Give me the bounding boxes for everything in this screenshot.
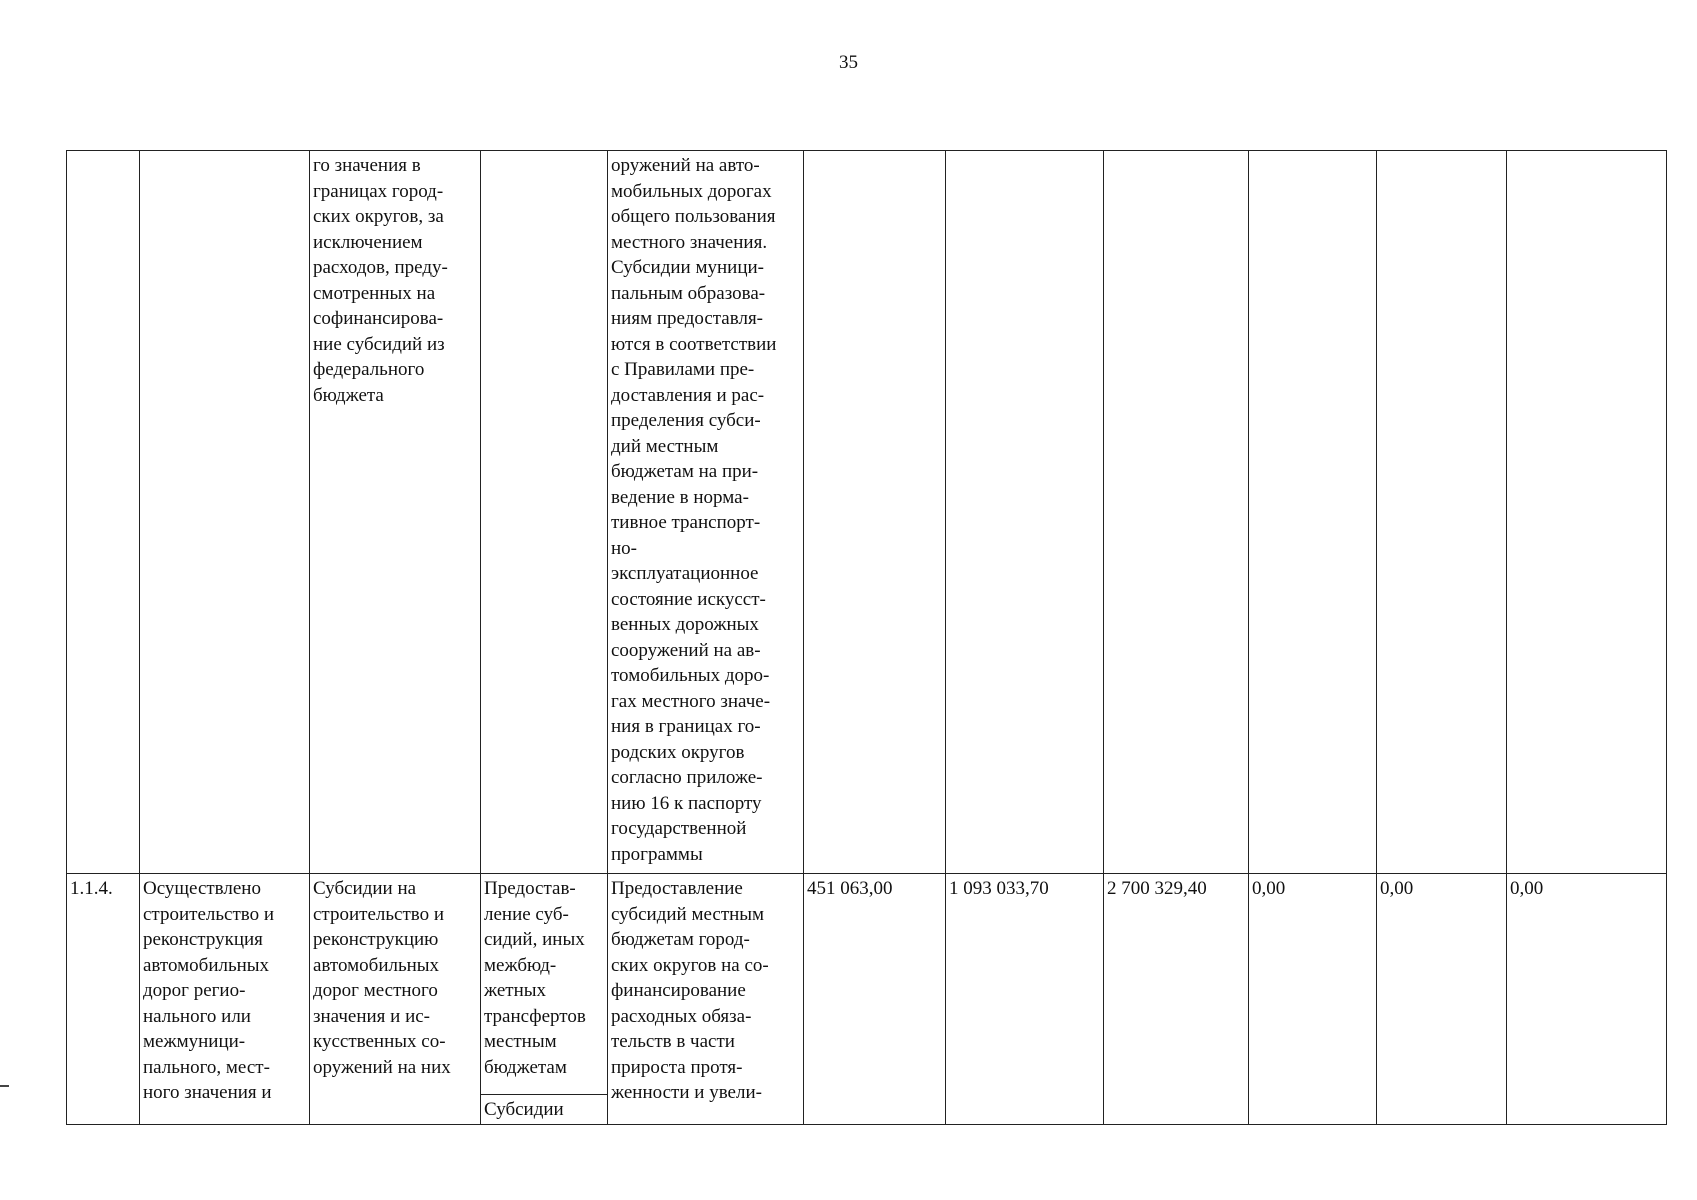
cell-amount-2: [946, 151, 1104, 874]
text-line: с Правилами пре-: [611, 359, 755, 380]
text-line: пределения субси-: [611, 410, 761, 431]
page-number: 35: [839, 52, 858, 73]
cell-description: [608, 151, 804, 874]
text-line: местного значения.: [611, 231, 768, 253]
text-line: кусственных со-: [313, 1031, 446, 1052]
text-line: мобильных дорогах: [611, 180, 772, 202]
text-line: местным: [484, 1031, 557, 1052]
text-line: эксплуатационное: [611, 563, 759, 584]
text-line: автомобильных: [313, 954, 440, 976]
text-line: ведение в норма-: [611, 486, 749, 508]
text-line: согласно приложе-: [611, 767, 763, 788]
text-line: смотренных на: [313, 282, 436, 304]
text-line: расходов, преду-: [313, 257, 448, 278]
text-line: венных дорожных: [611, 614, 759, 635]
text-line: ного значения и: [143, 1082, 272, 1103]
text-line: оружений на авто-: [611, 155, 760, 176]
text-line: оружений на них: [313, 1056, 451, 1078]
text-line: пального, мест-: [143, 1056, 270, 1078]
cell-number: [67, 151, 140, 874]
text-line: границах город-: [313, 180, 444, 202]
cell-amount-6: [1507, 151, 1667, 874]
text-line: ниям предоставля-: [611, 308, 764, 329]
text-line: программы: [611, 843, 703, 865]
text-line: государственной: [611, 818, 747, 839]
text-line: сооружений на ав-: [611, 639, 761, 661]
text-line: бюджетам на при-: [611, 461, 759, 482]
table-row-continuation: [67, 151, 1667, 874]
text-line: ние субсидий из: [313, 333, 445, 355]
text-line: жетных: [484, 980, 547, 1001]
text-line: прироста протя-: [611, 1056, 743, 1078]
text-line: нию 16 к паспорту: [611, 792, 762, 814]
cell-amount-1: 451 063,00: [804, 874, 946, 1125]
text-line: пальным образова-: [611, 282, 766, 304]
text-line: Предостав-: [484, 878, 576, 899]
text-line: Субсидии на: [313, 878, 417, 899]
cell-result: [140, 151, 310, 874]
text-line: дорог местного: [313, 980, 438, 1001]
text-line: субсидий местным: [611, 903, 765, 925]
text-line: ских округов, за: [313, 206, 444, 227]
cell-number: 1.1.4.: [67, 874, 140, 1125]
text-line: трансфертов: [484, 1005, 586, 1027]
text-line: томобильных доро-: [611, 665, 770, 686]
text-line: бюджетам: [484, 1056, 567, 1078]
text-line: бюджета: [313, 384, 384, 406]
text-line: финансирование: [611, 980, 746, 1001]
cell-amount-5: [1377, 151, 1507, 874]
text-line: ния в границах го-: [611, 716, 761, 737]
text-line: расходных обяза-: [611, 1005, 752, 1027]
cell-amount-1: [804, 151, 946, 874]
text-line: автомобильных: [143, 954, 270, 976]
text-line: бюджетам город-: [611, 929, 750, 950]
cell-description: [608, 874, 804, 1125]
text-line: софинансирова-: [313, 308, 444, 329]
cell-event: [310, 151, 481, 874]
mechanism-main: [481, 874, 607, 1095]
text-line: гах местного значе-: [611, 690, 771, 712]
text-line: го значения в: [313, 155, 421, 176]
text-line: реконструкцию: [313, 929, 439, 950]
text-line: родских округов: [611, 741, 745, 763]
text-line: межмуници-: [143, 1031, 246, 1052]
text-line: ются в соответствии: [611, 333, 777, 355]
text-line: но-: [611, 537, 637, 559]
text-line: дий местным: [611, 435, 719, 457]
cell-amount-4: [1249, 151, 1377, 874]
cell-event: [310, 874, 481, 1125]
cell-amount-5: 0,00: [1377, 874, 1507, 1125]
program-table: [66, 150, 1667, 1125]
cell-amount-6: 0,00: [1507, 874, 1667, 1125]
cell-amount-3: [1104, 151, 1249, 874]
text-line: строительство и: [313, 903, 445, 925]
cell-result: [140, 874, 310, 1125]
text-line: тивное транспорт-: [611, 512, 761, 533]
text-line: Субсидии муници-: [611, 257, 764, 278]
text-line: состояние искусст-: [611, 588, 766, 610]
text-line: Осуществлено: [143, 878, 261, 899]
text-line: нального или: [143, 1005, 251, 1027]
text-line: реконструкция: [143, 929, 263, 950]
text-line: дорог регио-: [143, 980, 246, 1001]
cell-amount-3: 2 700 329,40: [1104, 874, 1249, 1125]
text-line: общего пользования: [611, 206, 776, 227]
text-line: Предоставление: [611, 878, 743, 899]
text-line: тельств в части: [611, 1031, 735, 1052]
text-line: женности и увели-: [611, 1082, 762, 1103]
text-line: сидий, иных: [484, 929, 585, 950]
text-line: значения и ис-: [313, 1005, 431, 1027]
text-line: строительство и: [143, 903, 275, 925]
scan-margin-mark: [0, 1085, 9, 1087]
table-row-1-1-4: [67, 874, 1667, 1125]
cell-mechanism: [481, 874, 608, 1125]
text-line: ление суб-: [484, 903, 569, 925]
cell-mechanism: [481, 151, 608, 874]
text-line: федерального: [313, 359, 425, 380]
text-line: доставления и рас-: [611, 384, 765, 406]
cell-amount-4: 0,00: [1249, 874, 1377, 1125]
text-line: исключением: [313, 231, 423, 253]
mechanism-sub: [481, 1095, 607, 1123]
cell-amount-2: 1 093 033,70: [946, 874, 1104, 1125]
text-line: межбюд-: [484, 954, 557, 976]
text-line: ских округов на со-: [611, 954, 769, 976]
text-line: Субсидии: [484, 1098, 564, 1120]
